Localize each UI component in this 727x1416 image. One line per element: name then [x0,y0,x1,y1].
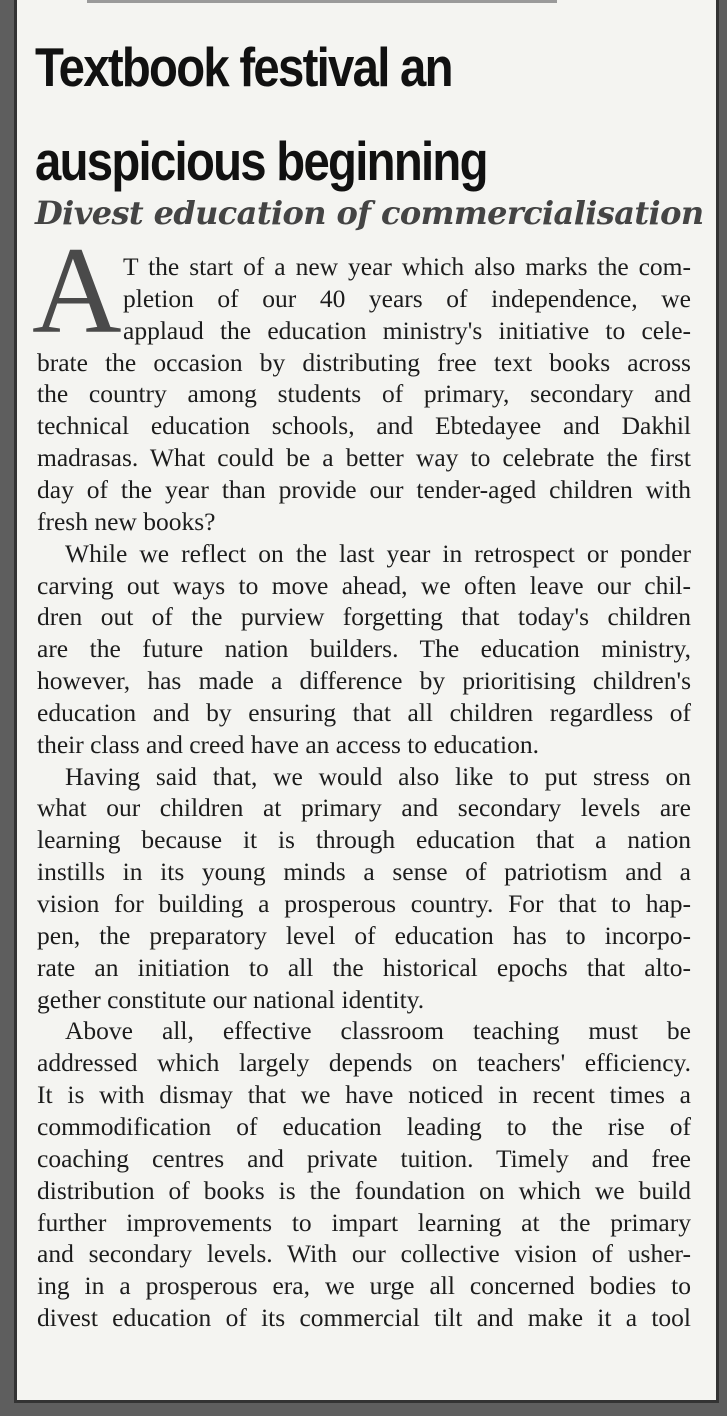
article-line: While we reflect on the last year in retrospect or ponder [65,538,691,568]
article-line: It is with dismay that we have noticed in recent times a [37,1080,691,1110]
article-line: addressed which largely depends on teachers' efficiency. [37,1048,691,1078]
article-line: dren out of the purview forgetting that today's children [37,602,691,632]
headline-line-1: Textbook festival an [35,36,452,98]
article-line: commodification of education leading to the rise of [37,1111,691,1141]
article-line: day of the year than provide our tender-aged children with [37,474,691,504]
headline [35,20,594,208]
article-line: however, has made a difference by prioritising children's [37,666,691,696]
headline-line-2: auspicious beginning [35,130,487,192]
article-line: instills in its young minds a sense of patriotism and a [37,857,691,887]
article-line: pen, the preparatory level of education has to incorpo- [37,920,691,950]
article-line: the country among students of primary, secondary and [37,379,691,409]
cut-off-top-text [87,0,557,3]
article-line: coaching centres and private tuition. Timely and free [37,1143,691,1173]
article-line: ing in a prosperous era, we urge all concerned bodies to [37,1271,691,1301]
article-line: applaud the education ministry's initiative to cele- [123,315,691,345]
subheadline: Divest education of commercialisation [35,194,704,232]
article-line: brate the occasion by distributing free text books across [37,347,691,377]
article-line: fresh new books? [37,506,216,536]
article-line: distribution of books is the foundation on which we build [37,1175,691,1205]
article-line: Above all, effective classroom teaching must be [65,1016,691,1046]
article-line: further improvements to impart learning at the primary [37,1207,691,1237]
article-line: pletion of our 40 years of independence, we [123,283,691,313]
article-line: are the future nation builders. The education ministry, [37,634,691,664]
article-line: T the start of a new year which also marks the com- [123,252,691,281]
article-line: and secondary levels. With our collective vision of usher- [37,1239,691,1269]
newspaper-clipping [14,0,719,1403]
article-line: what our children at primary and secondary levels are [37,793,691,823]
article-line: carving out ways to move ahead, we often leave our chil- [37,570,691,600]
drop-cap: A [32,222,122,359]
article-line: gether constitute our national identity. [37,984,425,1014]
article-line: education and by ensuring that all children regardless of [37,697,691,727]
article-line: vision for building a prosperous country. For that to hap- [37,889,691,918]
article-line: madrasas. What could be a better way to celebrate the first [37,443,691,473]
article-line: their class and creed have an access to education. [37,729,539,759]
article-line: rate an initiation to all the historical epochs that alto- [37,952,691,982]
article-line: divest education of its commercial tilt and make it a tool [37,1303,691,1333]
article-line: technical education schools, and Ebtedayee and Dakhil [37,411,691,441]
article-line: Having said that, we would also like to put stress on [65,761,691,791]
article-line: learning because it is through education that a nation [37,825,691,855]
